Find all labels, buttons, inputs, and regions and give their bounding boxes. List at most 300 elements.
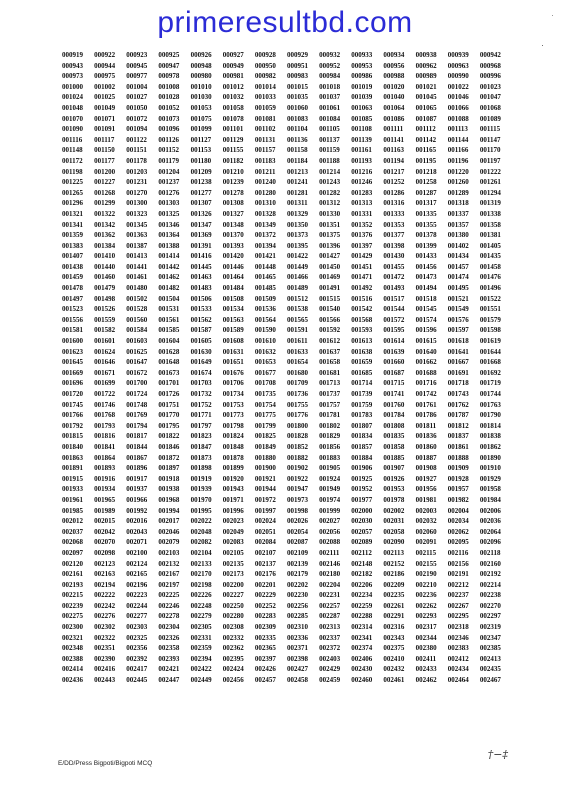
roll-number-cell: 002068 [62,538,83,547]
roll-number-cell: 001398 [383,241,405,250]
roll-number-cell: 001144 [447,135,469,144]
roll-number-cell: 002427 [286,665,308,674]
roll-number-cell: 001296 [62,199,83,208]
roll-number-cell: 001579 [479,315,501,324]
roll-number-cell: 001581 [62,326,83,335]
roll-number-cell: 001651 [222,358,244,367]
roll-number-cell: 000923 [126,51,148,59]
roll-number-cell: 001816 [94,432,116,441]
roll-number-cell: 000963 [447,61,469,70]
roll-number-cell: 001381 [479,231,501,240]
roll-number-cell: 002229 [254,591,276,600]
roll-number-cell: 002257 [319,601,341,610]
roll-number-cell: 001276 [158,188,180,197]
roll-number-cell: 002204 [319,580,341,589]
roll-number-cell: 001631 [222,347,244,356]
roll-number-cell: 001610 [254,337,276,346]
roll-number-cell: 001397 [351,241,373,250]
roll-number-cell: 001059 [254,103,276,112]
roll-number-cell: 002313 [319,623,341,632]
roll-number-cell: 002242 [94,601,116,610]
footer-reference: E/DD/Press Bigpoti/Bigpoti MCQ [58,760,153,767]
roll-number-cell: 001150 [94,146,115,155]
roll-number-cell: 001966 [126,495,148,504]
roll-number-cell: 001899 [222,464,244,473]
roll-number-cell: 001713 [319,379,341,388]
roll-number-cell: 001799 [254,421,276,430]
roll-number-cell: 001823 [190,432,212,441]
side-mark: · [541,40,544,50]
roll-number-cell: 001915 [62,474,83,483]
roll-number-cell: 000981 [222,72,244,81]
roll-number-cell: 002336 [286,633,308,642]
roll-number-cell: 001849 [254,442,276,451]
roll-number-cell: 001359 [62,231,83,240]
roll-number-cell: 002104 [190,548,212,557]
roll-number-cell: 001612 [319,337,341,346]
roll-number-cell: 001136 [286,135,308,144]
roll-number-cell: 001383 [62,241,83,250]
roll-number-cell: 001926 [383,474,405,483]
roll-number-cell: 001938 [158,485,180,494]
roll-number-cell: 001641 [447,347,469,356]
roll-number-cell: 001817 [126,432,148,441]
roll-number-cell: 001844 [126,442,148,451]
roll-number-cell: 002048 [190,527,212,536]
roll-number-cell: 001658 [319,358,341,367]
roll-number-cell: 001996 [222,506,244,515]
roll-number-cell: 001227 [94,178,116,187]
roll-number-cell: 001435 [479,252,501,261]
roll-number-cell: 001414 [158,252,180,261]
roll-number-cell: 001515 [319,294,341,303]
roll-number-cell: 001497 [62,294,83,303]
roll-number-cell: 001448 [254,262,276,271]
roll-number-cell: 002256 [286,601,308,610]
roll-number-cell: 001111 [383,125,404,134]
roll-number-cell: 001841 [94,442,116,451]
roll-number-cell: 001509 [254,294,276,303]
roll-number-cell: 002434 [447,665,469,674]
roll-number-cell: 001864 [94,453,116,462]
roll-number-cell: 001852 [286,442,308,451]
roll-number-cell: 001798 [222,421,244,430]
roll-number-cell: 002201 [254,580,276,589]
roll-number-cell: 001085 [351,114,373,123]
roll-number-cell: 001387 [126,241,148,250]
roll-number-cell: 001761 [415,400,437,409]
roll-number-cell: 002037 [62,527,83,536]
roll-number-cell: 001973 [286,495,308,504]
roll-number-cell: 002283 [254,612,276,621]
roll-number-cell: 001388 [158,241,180,250]
roll-number-cell: 001703 [190,379,212,388]
roll-number-cell: 001825 [254,432,276,441]
roll-number-cell: 002412 [447,654,469,663]
roll-number-cell: 002388 [62,654,83,663]
roll-number-cell: 001347 [190,220,212,229]
roll-number-cell: 001971 [222,495,244,504]
roll-number-cell: 001752 [190,400,212,409]
roll-number-cell: 001648 [158,358,180,367]
roll-number-cell: 000945 [126,61,148,70]
roll-number-cell: 001198 [62,167,83,176]
roll-number-cell: 001856 [319,442,341,451]
roll-number-cell: 001402 [447,241,469,250]
roll-number-cell: 002026 [286,517,308,526]
roll-number-cell: 002310 [286,623,308,632]
roll-number-cell: 001141 [383,135,405,144]
roll-number-cell: 002060 [415,527,437,536]
roll-number-cell: 002244 [126,601,148,610]
roll-number-cell: 001047 [479,93,501,102]
roll-number-cell: 001061 [319,103,341,112]
roll-number-cell: 001131 [254,135,276,144]
roll-number-cell: 002464 [447,676,469,685]
roll-number-cell: 002165 [126,570,148,579]
roll-number-cell: 001495 [447,284,469,293]
roll-number-cell: 002096 [479,538,501,547]
roll-number-cell: 002139 [286,559,308,568]
roll-number-cell: 001060 [286,103,308,112]
roll-number-cell: 001605 [190,337,212,346]
roll-number-cell: 001861 [447,442,469,451]
roll-number-cell: 002275 [62,612,83,621]
roll-number-cell: 001591 [286,326,308,335]
roll-number-cell: 001330 [319,209,341,218]
roll-number-cell: 001012 [222,82,244,91]
roll-number-cell: 002030 [351,517,373,526]
roll-number-cell: 002223 [126,591,148,600]
roll-number-cell: 002083 [222,538,244,547]
roll-number-cell: 002182 [351,570,373,579]
roll-number-cell: 001370 [222,231,244,240]
roll-number-cell: 002088 [319,538,341,547]
roll-number-cell: 002406 [351,654,373,663]
roll-number-cell: 002111 [319,548,340,557]
roll-number-cell: 001378 [415,231,437,240]
roll-number-cell: 001724 [126,390,148,398]
roll-number-cell: 001209 [190,167,212,176]
roll-number-cell: 001441 [126,262,148,271]
roll-number-cell: 002004 [447,506,469,515]
roll-number-cell: 000934 [383,51,405,59]
roll-number-cell: 001241 [286,178,308,187]
roll-number-cell: 001104 [286,125,308,134]
roll-number-cell: 001091 [94,125,116,134]
roll-number-cell: 001992 [126,506,148,515]
roll-number-cell: 001393 [222,241,244,250]
roll-number-cell: 001719 [479,379,501,388]
roll-number-cell: 001165 [415,146,437,155]
roll-number-cell: 002343 [383,633,405,642]
roll-number-cell: 000933 [351,51,373,59]
roll-number-cell: 001708 [254,379,276,388]
roll-number-cell: 001746 [94,400,116,409]
roll-number-cell: 001640 [415,347,437,356]
roll-number-cell: 002413 [479,654,501,663]
roll-number-cell: 002070 [94,538,116,547]
roll-number-cell: 001161 [351,146,372,155]
roll-number-cell: 002276 [94,612,116,621]
roll-number-cell: 001349 [254,220,276,229]
roll-number-cell: 001068 [479,103,501,112]
roll-number-cell: 001754 [254,400,276,409]
roll-number-cell: 002270 [479,601,501,610]
roll-number-cell: 001413 [126,252,148,261]
roll-number-cell: 001898 [190,464,212,473]
roll-number-cell: 001929 [479,474,501,483]
roll-number-cell: 001027 [126,93,148,102]
roll-number-cell: 001592 [319,326,341,335]
roll-number-cell: 002287 [319,612,341,621]
roll-number-cell: 001316 [383,199,405,208]
roll-number-cell: 002170 [190,570,212,579]
roll-number-cell: 002118 [479,548,501,557]
roll-number-cell: 001474 [447,273,469,282]
roll-number-cell: 001649 [190,358,212,367]
roll-number-cell: 001572 [383,315,405,324]
roll-number-cell: 001970 [190,495,212,504]
roll-number-cell: 001737 [319,390,341,398]
roll-number-cell: 002358 [158,644,180,653]
roll-number-cell: 001391 [190,241,212,250]
roll-number-cell: 001066 [447,103,469,112]
roll-number-cell: 001395 [286,241,308,250]
roll-number-cell: 002015 [94,517,116,526]
roll-number-cell: 001808 [383,421,405,430]
roll-number-cell: 001240 [254,178,276,187]
roll-number-cell: 001905 [319,464,341,473]
roll-number-cell: 001032 [222,93,244,102]
roll-number-cell: 001158 [286,146,308,155]
roll-number-cell: 001596 [415,326,437,335]
roll-number-cell: 001018 [319,82,341,91]
roll-number-cell: 000996 [479,72,501,81]
roll-number-cell: 001615 [415,337,437,346]
roll-number-cell: 001108 [351,125,372,134]
roll-number-cell: 001944 [254,485,276,494]
roll-number-cell: 001857 [351,442,373,451]
roll-number-cell: 001117 [94,135,115,144]
roll-number-cell: 002049 [222,527,244,536]
roll-number-cell: 001307 [190,199,212,208]
roll-number-cell: 002300 [62,623,83,632]
roll-number-cell: 002303 [126,623,148,632]
roll-number-cell: 001105 [319,125,340,134]
roll-number-cell: 001863 [62,453,83,462]
roll-number-cell: 001751 [158,400,180,409]
roll-number-cell: 002246 [158,601,180,610]
roll-number-cell: 001781 [319,411,341,420]
roll-number-cell: 001155 [222,146,244,155]
roll-number-cell: 001934 [94,485,116,494]
roll-number-cell: 002262 [415,601,437,610]
roll-number-cell: 001836 [415,432,437,441]
roll-number-cell: 001706 [222,379,244,388]
roll-number-cell: 001604 [158,337,180,346]
roll-number-cell: 001220 [447,167,469,176]
roll-number-cell: 001759 [351,400,373,409]
roll-number-cell: 002394 [190,654,212,663]
roll-number-cell: 001551 [479,305,501,314]
roll-number-cell: 001715 [383,379,405,388]
roll-number-cell: 001858 [383,442,405,451]
roll-number-cell: 002277 [126,612,148,621]
roll-number-cell: 001200 [94,167,116,176]
roll-number-cell: 001362 [94,231,116,240]
roll-number-cell: 001783 [351,411,373,420]
roll-number-cell: 002393 [158,654,180,663]
roll-number-cell: 001891 [62,464,83,473]
roll-number-cell: 001921 [254,474,276,483]
roll-number-cell: 001049 [94,103,116,112]
roll-number-cell: 001674 [190,368,212,377]
roll-number-cell: 001433 [415,252,437,261]
roll-number-cell: 001480 [126,284,148,293]
roll-number-cell: 001086 [383,114,405,123]
roll-number-cell: 001739 [351,390,373,398]
roll-number-cell: 001838 [479,432,501,441]
roll-number-cell: 002351 [94,644,116,653]
roll-number-cell: 001949 [319,485,341,494]
roll-number-cell: 001196 [447,156,469,165]
roll-number-cell: 001020 [383,82,405,91]
roll-number-cell: 002344 [415,633,437,642]
roll-number-cell: 001434 [447,252,469,261]
roll-number-cell: 002079 [158,538,180,547]
roll-number-cell: 001720 [62,390,83,398]
roll-number-cell: 001589 [222,326,244,335]
roll-number-cell: 001566 [319,315,341,324]
roll-number-cell: 000926 [190,51,212,59]
roll-number-cell: 001335 [415,209,437,218]
roll-number-cell: 001630 [190,347,212,356]
roll-number-cell: 001496 [479,284,501,293]
roll-number-cell: 001364 [158,231,180,240]
roll-number-cell: 001193 [351,156,372,165]
roll-number-cell: 001327 [222,209,244,218]
roll-number-cell: 001407 [62,252,83,261]
roll-number-cell: 002467 [479,676,501,685]
roll-number-cell: 000943 [62,61,83,70]
roll-number-cell: 001784 [383,411,405,420]
roll-number-cell: 001718 [447,379,469,388]
roll-number-cell: 001862 [479,442,501,451]
roll-number-cell: 002226 [190,591,212,600]
roll-number-cell: 002457 [254,676,276,685]
roll-number-cell: 001421 [254,252,276,261]
roll-number-cell: 002362 [222,644,244,653]
roll-number-cell: 001565 [286,315,308,324]
roll-number-cell: 001281 [286,188,308,197]
roll-number-cell: 001179 [158,156,180,165]
roll-number-cell: 001321 [62,209,83,218]
roll-number-cell: 001231 [126,178,148,187]
roll-number-cell: 001210 [222,167,244,176]
roll-number-cell: 001828 [286,432,308,441]
roll-number-cell: 001576 [447,315,469,324]
roll-number-cell: 002436 [62,676,83,685]
roll-number-cell: 001283 [351,188,373,197]
roll-number-cell: 001812 [447,421,469,430]
roll-number-cell: 002212 [447,580,469,589]
roll-number-cell: 001446 [222,262,244,271]
roll-number-cell: 001995 [190,506,212,515]
roll-number-cell: 001916 [94,474,116,483]
roll-number-cell: 002107 [254,548,276,557]
roll-number-cell: 002293 [415,612,437,621]
roll-number-cell: 001873 [190,453,212,462]
roll-number-cell: 001299 [94,199,116,208]
roll-number-cell: 001195 [415,156,437,165]
roll-number-cell: 002392 [126,654,148,663]
roll-number-cell: 002433 [415,665,437,674]
roll-number-cell: 001329 [286,209,308,218]
roll-number-cell: 001252 [383,178,405,187]
roll-number-cell: 001182 [222,156,244,165]
roll-number-cell: 001312 [319,199,341,208]
roll-number-cell: 001544 [383,305,405,314]
roll-number-cell: 001748 [126,400,148,409]
roll-number-cell: 001680 [286,368,308,377]
roll-number-cell: 001485 [254,284,276,293]
roll-number-cell: 001508 [222,294,244,303]
roll-number-cell: 001377 [383,231,405,240]
roll-number-cell: 001394 [254,241,276,250]
roll-number-cell: 002250 [222,601,244,610]
roll-number-cell: 002161 [62,570,83,579]
roll-number-cell: 001668 [479,358,501,367]
roll-number-cell: 001776 [286,411,308,420]
roll-number-cell: 001590 [254,326,276,335]
roll-number-cell: 002236 [415,591,437,600]
roll-number-cell: 001476 [479,273,501,282]
roll-number-cell: 002016 [126,517,148,526]
roll-number-cell: 002091 [415,538,437,547]
roll-number-cell: 002397 [254,654,276,663]
roll-number-cell: 001734 [222,390,244,398]
roll-number-cell: 002280 [222,612,244,621]
roll-number-cell: 002042 [94,527,116,536]
roll-number-cell: 001222 [479,167,501,176]
roll-number-cell: 002317 [415,623,437,632]
roll-number-cell: 001090 [62,125,83,134]
roll-number-cell: 002417 [126,665,148,674]
roll-number-cell: 002459 [319,676,341,685]
roll-number-cell: 001127 [190,135,212,144]
roll-number-cell: 002186 [383,570,405,579]
roll-number-cell: 001516 [351,294,373,303]
roll-number-cell: 001638 [351,347,373,356]
roll-number-cell: 001824 [222,432,244,441]
roll-number-cell: 001429 [351,252,373,261]
roll-number-cell: 001094 [126,125,148,134]
roll-number-cell: 001494 [415,284,437,293]
roll-number-cell: 002006 [479,506,501,515]
roll-number-cell: 001268 [94,188,116,197]
roll-number-cell: 000919 [62,51,83,59]
roll-number-cell: 002054 [286,527,308,536]
roll-number-cell: 002179 [286,570,308,579]
roll-number-cell: 001600 [62,337,83,346]
roll-number-cell: 001884 [351,453,373,462]
roll-number-cell: 002383 [447,644,469,653]
roll-number-cell: 001039 [351,93,373,102]
roll-number-cell: 000938 [415,51,437,59]
roll-number-cell: 002123 [94,559,116,568]
roll-number-cell: 001071 [94,114,116,123]
